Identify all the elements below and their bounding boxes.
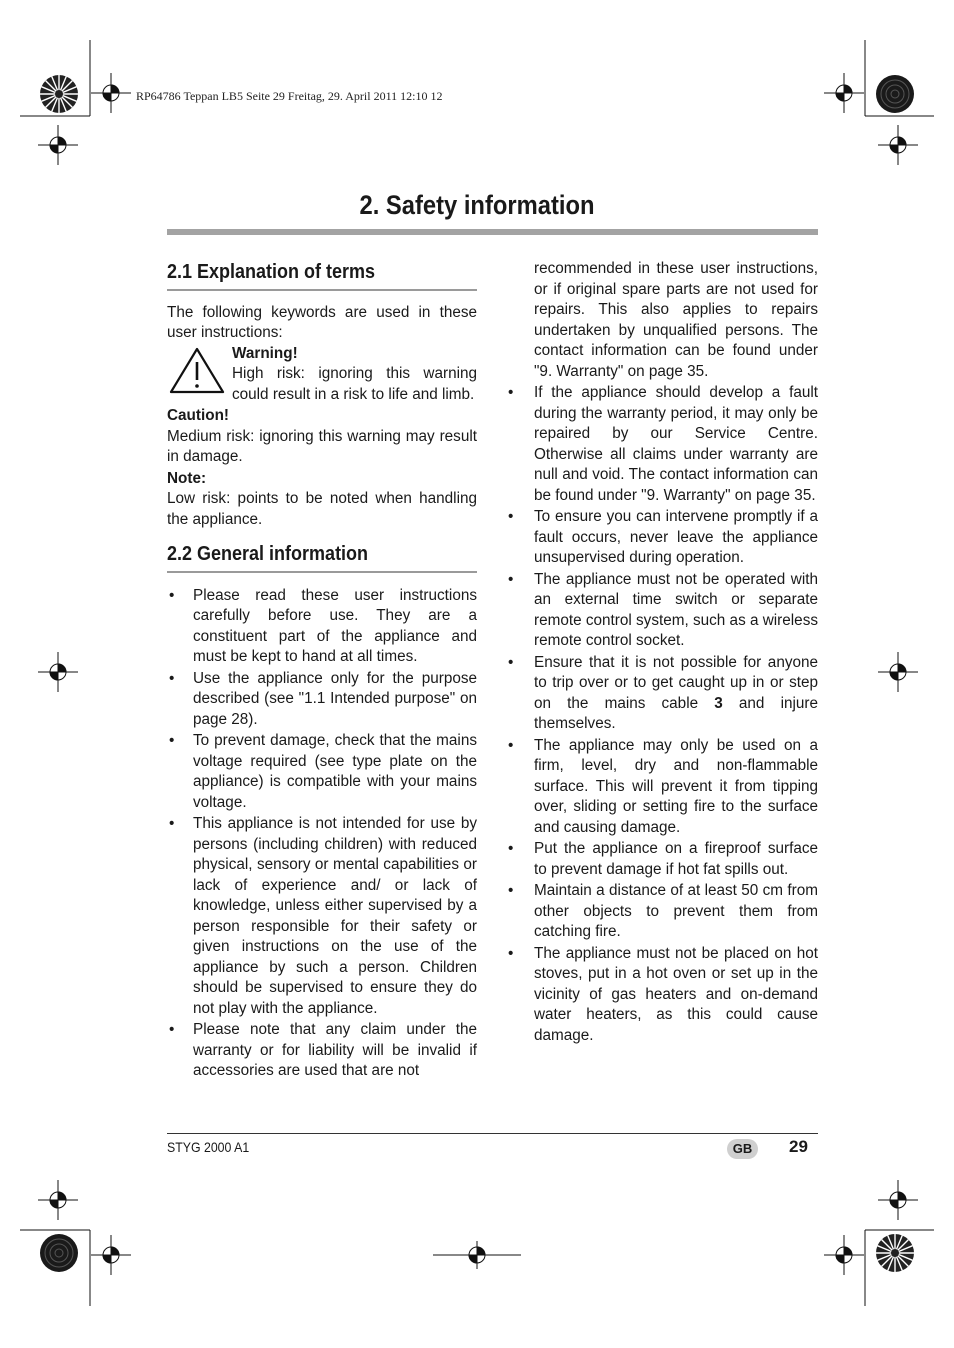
language-badge: GB [727, 1139, 758, 1159]
bullet-icon: • [508, 508, 514, 525]
left-column [167, 262, 477, 1083]
list-item: • If the appliance should develop a fault during the warranty period, it may only be repaired by our Service Centre. Otherwise all claims under warranty are null and void. The contact information can be found under "9. Warranty" on page 35. [508, 384, 818, 504]
section-rule [167, 289, 477, 291]
registration-mark-icon [878, 1180, 918, 1220]
bullet-icon: • [169, 586, 175, 604]
title-rule [167, 229, 818, 235]
footer-model: STYG 2000 A1 [167, 1139, 250, 1155]
color-wheel-icon [40, 75, 78, 113]
cable-ref: 3 [714, 694, 723, 712]
registration-mark-icon [878, 652, 918, 692]
registration-mark-icon [433, 1241, 521, 1269]
registration-mark-icon [878, 125, 918, 165]
color-wheel-icon [876, 75, 914, 113]
warning-text: High risk: ignoring this warning could result in a risk to life and limb. [232, 365, 477, 403]
bullet-icon: • [508, 882, 514, 899]
list-item: • Ensure that it is not possible for anyone to trip over or to get caught up in or step on the mains cable 3 and injure themselves. [508, 653, 818, 732]
list-item: • Put the appliance on a fireproof surface to prevent damage if hot fat spills out. [508, 840, 818, 878]
right-column [508, 259, 818, 1047]
bullet-icon: • [508, 570, 514, 588]
bullet-icon: • [169, 669, 175, 687]
note-label: Note: [167, 469, 207, 487]
registration-mark-icon [91, 73, 131, 113]
registration-mark-icon [824, 1235, 864, 1275]
bullet-list-left [167, 586, 477, 1082]
list-item: • The appliance must not be placed on hot stoves, put in a hot oven or set up in the vicinity of gas heaters and on-demand water heaters, as this could cause damage. [508, 944, 818, 1044]
color-wheel-icon [876, 1234, 914, 1272]
list-item: • The appliance must not be operated with an external time switch or separate remote control system, such as a wireless remote control socket. [508, 570, 818, 649]
list-item: • To prevent damage, check that the mains voltage required (see type plate on the appliance) is compatible with your mains voltage. [169, 732, 477, 811]
registration-mark-icon [91, 1235, 131, 1275]
registration-mark-icon [38, 652, 78, 692]
bullet-icon: • [169, 815, 175, 832]
registration-mark-icon [824, 73, 864, 113]
print-info: RP64786 Teppan LB5 Seite 29 Freitag, 29. April 2011 12:10 12 [136, 89, 443, 103]
bullet-icon: • [169, 732, 175, 749]
footer-rule [167, 1133, 818, 1134]
registration-mark-icon [38, 125, 78, 165]
warning-triangle-icon [169, 346, 225, 394]
registration-mark-icon [38, 1180, 78, 1220]
list-item: • To ensure you can intervene promptly if a fault occurs, never leave the appliance unsupervised during operation. [508, 508, 818, 566]
bullet-icon: • [508, 840, 514, 857]
continuation-text: recommended in these user instructions, or if original spare parts are not used for repairs. This also applies to repairs undertaken by unqualified persons. The contact information can be found under "9. Warranty" on page 35. [534, 260, 818, 380]
caution-text: Medium risk: ignoring this warning may result in damage. [167, 427, 477, 465]
color-wheel-icon [40, 1234, 78, 1272]
list-item: • This appliance is not intended for use by persons (including children) with reduced physical, sensory or mental capabilities or lack of experience and/ or lack of knowledge, unless either supervised by a person responsible for their safety or given instructions on the use of the appliance by such a person. Children should be supervised to ensure they do not play with the appliance. [169, 815, 477, 1017]
bullet-icon: • [508, 944, 514, 962]
list-item: • Use the appliance only for the purpose described (see "1.1 Intended purpose" on page 28). [169, 669, 477, 728]
bullet-icon: • [508, 384, 514, 401]
bullet-icon: • [169, 1021, 175, 1038]
bullet-icon: • [508, 653, 514, 671]
list-item: • The appliance may only be used on a firm, level, dry and non-flammable surface. This will prevent it from tipping over, sliding or setting fire to the surface and causing damage. [508, 736, 818, 836]
warning-label: Warning! [232, 344, 298, 362]
intro-text: The following keywords are used in these user instructions: [167, 303, 477, 341]
warning-block [167, 344, 477, 406]
section-heading-general: 2.2 General information [167, 543, 369, 565]
list-item: • Please read these user instructions carefully before use. They are a constituent part of the appliance and must be kept to hand at all times. [169, 586, 477, 665]
caution-label: Caution! [167, 407, 230, 424]
section-heading-terms: 2.1 Explanation of terms [167, 261, 376, 283]
page-number: 29 [789, 1137, 808, 1156]
section-rule [167, 571, 477, 573]
list-item: • Maintain a distance of at least 50 cm from other objects to prevent them from catching fire. [508, 882, 818, 940]
bullet-icon: • [508, 736, 514, 754]
list-item: • Please note that any claim under the warranty or for liability will be invalid if accessories are used that are not [169, 1021, 477, 1079]
page-title: 2. Safety information [359, 190, 595, 220]
bullet-list-right [508, 383, 818, 1046]
note-text: Low risk: points to be noted when handling the appliance. [167, 490, 477, 528]
